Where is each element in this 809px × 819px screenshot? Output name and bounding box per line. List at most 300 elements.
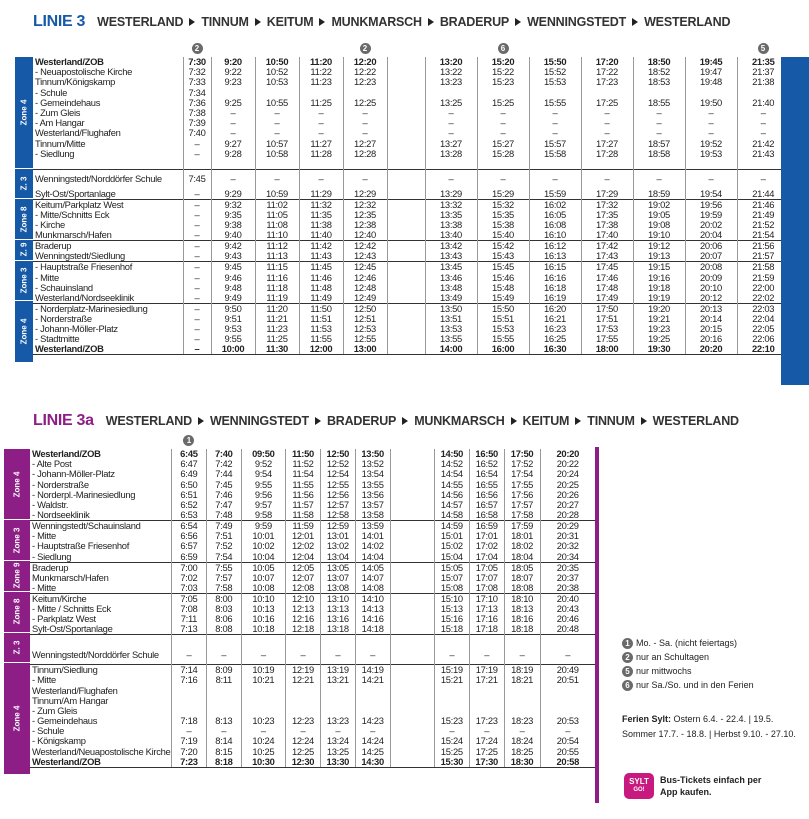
departure-time: 9:55 — [241, 480, 285, 490]
departure-time: 20:40 — [540, 593, 595, 604]
departure-time: – — [343, 169, 387, 189]
departure-time: 18:24 — [504, 736, 540, 746]
departure-time: – — [685, 108, 737, 118]
departure-time: 14:55 — [434, 480, 469, 490]
legend-badge: 6 — [622, 680, 633, 691]
legend-item — [622, 678, 754, 692]
column-gap — [390, 573, 434, 583]
departure-time: 9:29 — [211, 189, 255, 200]
line3a-title-row — [33, 409, 739, 433]
departure-time — [425, 88, 477, 98]
departure-time: 11:56 — [286, 490, 321, 500]
zone-label-text: Zone 3 — [19, 267, 29, 294]
departure-time — [255, 159, 299, 169]
legend-text: nur an Schultagen — [636, 652, 710, 662]
stop-name: - Norderstraße — [32, 479, 89, 490]
departure-time: 11:35 — [299, 210, 343, 220]
departure-time: – — [183, 189, 211, 200]
departure-time: 8:03 — [206, 604, 241, 614]
departure-time: 13:19 — [320, 665, 355, 676]
column-gap — [390, 593, 434, 604]
stop-name: - Parkplatz West — [32, 613, 96, 624]
departure-time: 13:29 — [425, 189, 477, 200]
departure-time: 17:50 — [504, 449, 540, 459]
departure-time: 11:55 — [299, 334, 343, 344]
departure-time: – — [320, 726, 355, 736]
departure-time: – — [540, 726, 595, 736]
departure-time: 11:19 — [255, 293, 299, 304]
departure-time: 9:40 — [211, 230, 255, 241]
departure-time: 19:53 — [685, 149, 737, 159]
departure-time: 20:20 — [540, 449, 595, 459]
departure-time: 10:23 — [241, 716, 285, 726]
table-row — [30, 614, 595, 624]
departure-time: – — [206, 726, 241, 736]
table-row — [30, 583, 595, 594]
column-gap — [390, 645, 434, 665]
departure-time: 17:57 — [504, 500, 540, 510]
departure-time: 7:39 — [183, 118, 211, 128]
departure-time: 14:24 — [355, 736, 390, 746]
table-row — [33, 189, 789, 200]
departure-time: 21:58 — [737, 262, 789, 273]
departure-time: 17:35 — [581, 210, 633, 220]
departure-time: 13:35 — [425, 210, 477, 220]
column-gap — [390, 531, 434, 541]
route-arrow-icon — [402, 417, 408, 425]
departure-time: 7:11 — [172, 614, 207, 624]
departure-time: 9:50 — [211, 303, 255, 314]
departure-time: 21:35 — [737, 57, 789, 67]
table-row — [30, 645, 595, 665]
departure-time: 15:55 — [529, 98, 581, 108]
column-gap — [390, 675, 434, 685]
zone-label — [15, 261, 33, 302]
departure-time: 11:30 — [255, 344, 299, 355]
departure-time: 17:49 — [581, 293, 633, 304]
departure-time: 9:35 — [211, 210, 255, 220]
stop-name: - Stadtmitte — [35, 334, 80, 345]
line3a-route — [106, 414, 739, 428]
table-row — [33, 98, 789, 108]
departure-time: 15:38 — [477, 220, 529, 230]
table-row — [33, 57, 789, 67]
stop-name: - Gemeindehaus — [32, 716, 98, 727]
departure-time: 16:25 — [529, 334, 581, 344]
departure-time: 14:21 — [355, 675, 390, 685]
departure-time: 17:01 — [469, 531, 504, 541]
departure-time: 11:59 — [286, 521, 321, 532]
departure-time: – — [211, 108, 255, 118]
departure-time: 12:57 — [320, 500, 355, 510]
departure-time: 17:07 — [469, 573, 504, 583]
departure-time: – — [425, 108, 477, 118]
column-gap — [390, 469, 434, 479]
departure-time: 7:52 — [206, 541, 241, 551]
departure-time: 20:35 — [540, 562, 595, 573]
departure-time: 11:05 — [255, 210, 299, 220]
departure-time: – — [477, 169, 529, 189]
departure-time: 7:36 — [183, 98, 211, 108]
departure-time: 21:57 — [737, 251, 789, 262]
departure-time: 10:00 — [211, 344, 255, 355]
departure-time — [320, 685, 355, 695]
departure-time: 15:29 — [477, 189, 529, 200]
departure-time: 16:13 — [529, 251, 581, 262]
departure-time: 9:25 — [211, 98, 255, 108]
line3-title-row — [33, 10, 730, 34]
stop-name: - Schule — [32, 726, 64, 737]
table-row — [30, 573, 595, 583]
departure-time: 9:38 — [211, 220, 255, 230]
departure-time: 16:02 — [529, 200, 581, 211]
departure-time: – — [737, 118, 789, 128]
column-gap — [390, 614, 434, 624]
departure-time: 20:04 — [685, 230, 737, 241]
departure-time: 9:28 — [211, 149, 255, 159]
departure-time: 14:25 — [355, 747, 390, 757]
stop-name: - Neuapostolische Kirche — [35, 67, 133, 78]
departure-time: 7:23 — [172, 757, 207, 768]
column-gap — [390, 541, 434, 551]
zone-label — [4, 449, 30, 520]
departure-time: 13:25 — [320, 747, 355, 757]
departure-time: 15:02 — [434, 541, 469, 551]
zone-label — [15, 169, 33, 199]
departure-time: 11:38 — [299, 220, 343, 230]
column-gap — [387, 334, 425, 344]
table-row — [33, 324, 789, 334]
departure-time: 17:28 — [581, 149, 633, 159]
route-arrow-icon — [189, 18, 195, 26]
legend-badge: 5 — [622, 666, 633, 677]
departure-time: 12:07 — [286, 573, 321, 583]
departure-time: 7:45 — [206, 480, 241, 490]
departure-time: 9:54 — [241, 469, 285, 479]
legend-badge: 1 — [622, 638, 633, 649]
departure-time: 13:45 — [425, 262, 477, 273]
departure-time: 10:07 — [241, 573, 285, 583]
route-stop: WESTERLAND — [105, 414, 192, 428]
column-gap — [387, 139, 425, 149]
column-gap — [390, 635, 434, 645]
departure-time: 17:05 — [469, 562, 504, 573]
departure-time: 19:45 — [685, 57, 737, 67]
zone-label — [4, 520, 30, 561]
departure-time: 10:05 — [241, 562, 285, 573]
departure-time: – — [183, 220, 211, 230]
stop-name — [33, 159, 183, 169]
column-gap — [387, 272, 425, 282]
departure-time: 7:00 — [172, 562, 207, 573]
departure-time: 16:30 — [529, 344, 581, 355]
departure-time: 7:03 — [172, 583, 207, 594]
departure-time: 7:38 — [183, 108, 211, 118]
table-row — [30, 593, 595, 604]
departure-time: 14:59 — [434, 521, 469, 532]
departure-time — [355, 706, 390, 716]
app-promo-text: Bus-Tickets einfach per App kaufen. — [660, 775, 762, 797]
line3-zone-column — [15, 57, 33, 363]
column-gap — [390, 521, 434, 532]
departure-time: 9:56 — [241, 490, 285, 500]
table-row — [30, 490, 595, 500]
departure-time — [211, 88, 255, 98]
table-row — [33, 303, 789, 314]
departure-time: 6:49 — [172, 469, 207, 479]
departure-time: 7:46 — [206, 490, 241, 500]
departure-time — [633, 88, 685, 98]
table-row — [30, 500, 595, 510]
departure-time: 8:00 — [206, 593, 241, 604]
departure-time: – — [299, 108, 343, 118]
departure-time: 15:53 — [529, 77, 581, 87]
departure-time: 13:13 — [320, 604, 355, 614]
departure-time: 19:15 — [633, 262, 685, 273]
departure-time: 11:58 — [286, 510, 321, 521]
departure-time: 11:21 — [255, 314, 299, 324]
departure-time: 12:23 — [286, 716, 321, 726]
legend-item — [622, 664, 754, 678]
departure-time: 13:16 — [320, 614, 355, 624]
sylt-go-app-logo[interactable] — [624, 773, 654, 799]
zone-label-text: Zone 9 — [12, 563, 22, 589]
departure-time: 12:05 — [286, 562, 321, 573]
route-arrow-icon — [319, 18, 325, 26]
departure-time: 11:23 — [299, 77, 343, 87]
departure-time: 12:00 — [299, 344, 343, 355]
departure-time: 15:35 — [477, 210, 529, 220]
line3-title: LINIE 3 — [33, 13, 86, 30]
stop-name: - Königskamp — [32, 736, 86, 747]
departure-time: 10:10 — [241, 593, 285, 604]
departure-time: 11:46 — [299, 272, 343, 282]
table-row — [30, 469, 595, 479]
table-row — [33, 241, 789, 252]
departure-time: 12:55 — [343, 334, 387, 344]
line3a-timetable — [30, 449, 595, 768]
departure-time: 14:00 — [425, 344, 477, 355]
line3-route — [97, 15, 730, 29]
departure-time: 20:22 — [540, 459, 595, 469]
zone-label — [15, 240, 33, 260]
departure-time: 13:51 — [425, 314, 477, 324]
departure-time: 17:18 — [469, 624, 504, 635]
zone-label-text: Zone 4 — [12, 471, 22, 498]
stop-name: - Mitte / Schnitts Eck — [32, 603, 111, 614]
departure-time: – — [320, 645, 355, 665]
departure-time: 12:19 — [286, 665, 321, 676]
departure-time — [355, 635, 390, 645]
departure-time: 18:16 — [504, 614, 540, 624]
departure-time — [286, 635, 321, 645]
column-gap — [390, 552, 434, 563]
stop-name: Tinnum/Königskamp — [35, 77, 116, 88]
departure-time: 12:32 — [343, 200, 387, 211]
departure-time: 7:55 — [206, 562, 241, 573]
departure-time: 17:10 — [469, 593, 504, 604]
departure-time: 11:18 — [255, 283, 299, 293]
departure-time: – — [299, 169, 343, 189]
holiday-info — [622, 712, 807, 742]
legend — [622, 636, 754, 692]
departure-time: 15:21 — [434, 675, 469, 685]
column-gap — [387, 314, 425, 324]
departure-time: 7:16 — [172, 675, 207, 685]
departure-time: 22:06 — [737, 334, 789, 344]
departure-time: 11:08 — [255, 220, 299, 230]
departure-time: 15:53 — [477, 324, 529, 334]
departure-time: 22:02 — [737, 293, 789, 304]
departure-time: 15:16 — [434, 614, 469, 624]
departure-time: 12:43 — [343, 251, 387, 262]
departure-time: 7:34 — [183, 88, 211, 98]
departure-time: – — [286, 726, 321, 736]
departure-time: 11:02 — [255, 200, 299, 211]
departure-time: – — [206, 645, 241, 665]
column-gap — [387, 169, 425, 189]
departure-time: 12:02 — [286, 541, 321, 551]
departure-time: 8:15 — [206, 747, 241, 757]
departure-time — [581, 88, 633, 98]
departure-time: – — [633, 118, 685, 128]
departure-time: 21:46 — [737, 200, 789, 211]
departure-time: 18:05 — [504, 562, 540, 573]
departure-time: 16:19 — [529, 293, 581, 304]
app-logo-top: SYLT — [629, 777, 649, 786]
departure-time: 17:54 — [504, 469, 540, 479]
departure-time: 18:57 — [633, 139, 685, 149]
departure-time: 13:20 — [425, 57, 477, 67]
departure-time: 12:27 — [343, 139, 387, 149]
departure-time: 13:05 — [320, 562, 355, 573]
departure-time: 7:58 — [206, 583, 241, 594]
departure-time: 12:22 — [343, 67, 387, 77]
departure-time: 13:58 — [355, 510, 390, 521]
departure-time: 15:13 — [434, 604, 469, 614]
legend-text: Mo. - Sa. (nicht feiertags) — [636, 638, 738, 648]
departure-time: 17:25 — [469, 747, 504, 757]
departure-time: 20:27 — [540, 500, 595, 510]
departure-time — [343, 88, 387, 98]
route-arrow-icon — [255, 18, 261, 26]
table-row — [30, 635, 595, 645]
footnote-badge: 5 — [758, 43, 769, 54]
departure-time: – — [355, 645, 390, 665]
route-stop: MUNKMARSCH — [331, 15, 422, 29]
departure-time: – — [685, 169, 737, 189]
departure-time — [241, 706, 285, 716]
departure-time: 18:04 — [504, 552, 540, 563]
departure-time — [469, 706, 504, 716]
departure-time: 15:24 — [434, 736, 469, 746]
departure-time: 10:16 — [241, 614, 285, 624]
route-stop: WESTERLAND — [652, 414, 739, 428]
departure-time: 11:27 — [299, 139, 343, 149]
departure-time: 14:23 — [355, 716, 390, 726]
departure-time — [299, 88, 343, 98]
departure-time: – — [183, 272, 211, 282]
departure-time: 19:54 — [685, 189, 737, 200]
table-row — [33, 220, 789, 230]
departure-time: 19:13 — [633, 251, 685, 262]
departure-time: 10:19 — [241, 665, 285, 676]
route-stop: TINNUM — [201, 15, 249, 29]
stop-name: - Nordseeklinik — [32, 510, 90, 521]
departure-time — [469, 696, 504, 706]
departure-time: 20:37 — [540, 573, 595, 583]
departure-time: 12:25 — [286, 747, 321, 757]
column-gap — [387, 159, 425, 169]
departure-time: 13:52 — [355, 459, 390, 469]
departure-time: 13:50 — [425, 303, 477, 314]
departure-time — [504, 696, 540, 706]
departure-time: 20:34 — [540, 552, 595, 563]
departure-time: 12:49 — [343, 293, 387, 304]
departure-time — [540, 685, 595, 695]
departure-time: 22:10 — [737, 344, 789, 355]
departure-time: 11:54 — [286, 469, 321, 479]
departure-time: 8:09 — [206, 665, 241, 676]
stop-name: - Zum Gleis — [32, 705, 78, 716]
column-gap — [390, 665, 434, 676]
column-gap — [390, 459, 434, 469]
stop-name: - Mitte/Schnitts Eck — [35, 210, 110, 221]
departure-time: 8:14 — [206, 736, 241, 746]
departure-time: 13:46 — [425, 272, 477, 282]
departure-time: 13:30 — [320, 757, 355, 768]
stop-name: - Siedlung — [35, 148, 75, 159]
column-gap — [390, 716, 434, 726]
departure-time: 17:32 — [581, 200, 633, 211]
departure-time: 10:55 — [255, 98, 299, 108]
departure-time: 22:03 — [737, 303, 789, 314]
departure-time: 18:18 — [504, 624, 540, 635]
departure-time: 14:04 — [355, 552, 390, 563]
stop-name: Westerland/Flughafen — [35, 128, 121, 139]
departure-time: 12:50 — [343, 303, 387, 314]
column-gap — [387, 128, 425, 138]
departure-time: 9:51 — [211, 314, 255, 324]
departure-time: 14:02 — [355, 541, 390, 551]
departure-time: 8:11 — [206, 675, 241, 685]
departure-time: 7:30 — [183, 57, 211, 67]
zone-label — [4, 633, 30, 663]
departure-time — [434, 706, 469, 716]
stop-name: - Mitte — [32, 531, 56, 542]
departure-time: 17:08 — [469, 583, 504, 594]
departure-time: 15:23 — [477, 77, 529, 87]
departure-time: 11:10 — [255, 230, 299, 241]
route-stop: WESTERLAND — [97, 15, 184, 29]
departure-time: 12:30 — [286, 757, 321, 768]
departure-time: 9:53 — [211, 324, 255, 334]
departure-time: 15:25 — [477, 98, 529, 108]
departure-time: 10:13 — [241, 604, 285, 614]
departure-time: 20:07 — [685, 251, 737, 262]
departure-time: 12:40 — [343, 230, 387, 241]
departure-time — [206, 635, 241, 645]
column-gap — [390, 706, 434, 716]
departure-time — [469, 635, 504, 645]
departure-time: 18:23 — [504, 716, 540, 726]
departure-time: 17:51 — [581, 314, 633, 324]
footnote-badge: 6 — [498, 43, 509, 54]
route-stop: BRADERUP — [439, 15, 510, 29]
departure-time: 15:45 — [477, 262, 529, 273]
column-gap — [387, 189, 425, 200]
departure-time: 9:22 — [211, 67, 255, 77]
